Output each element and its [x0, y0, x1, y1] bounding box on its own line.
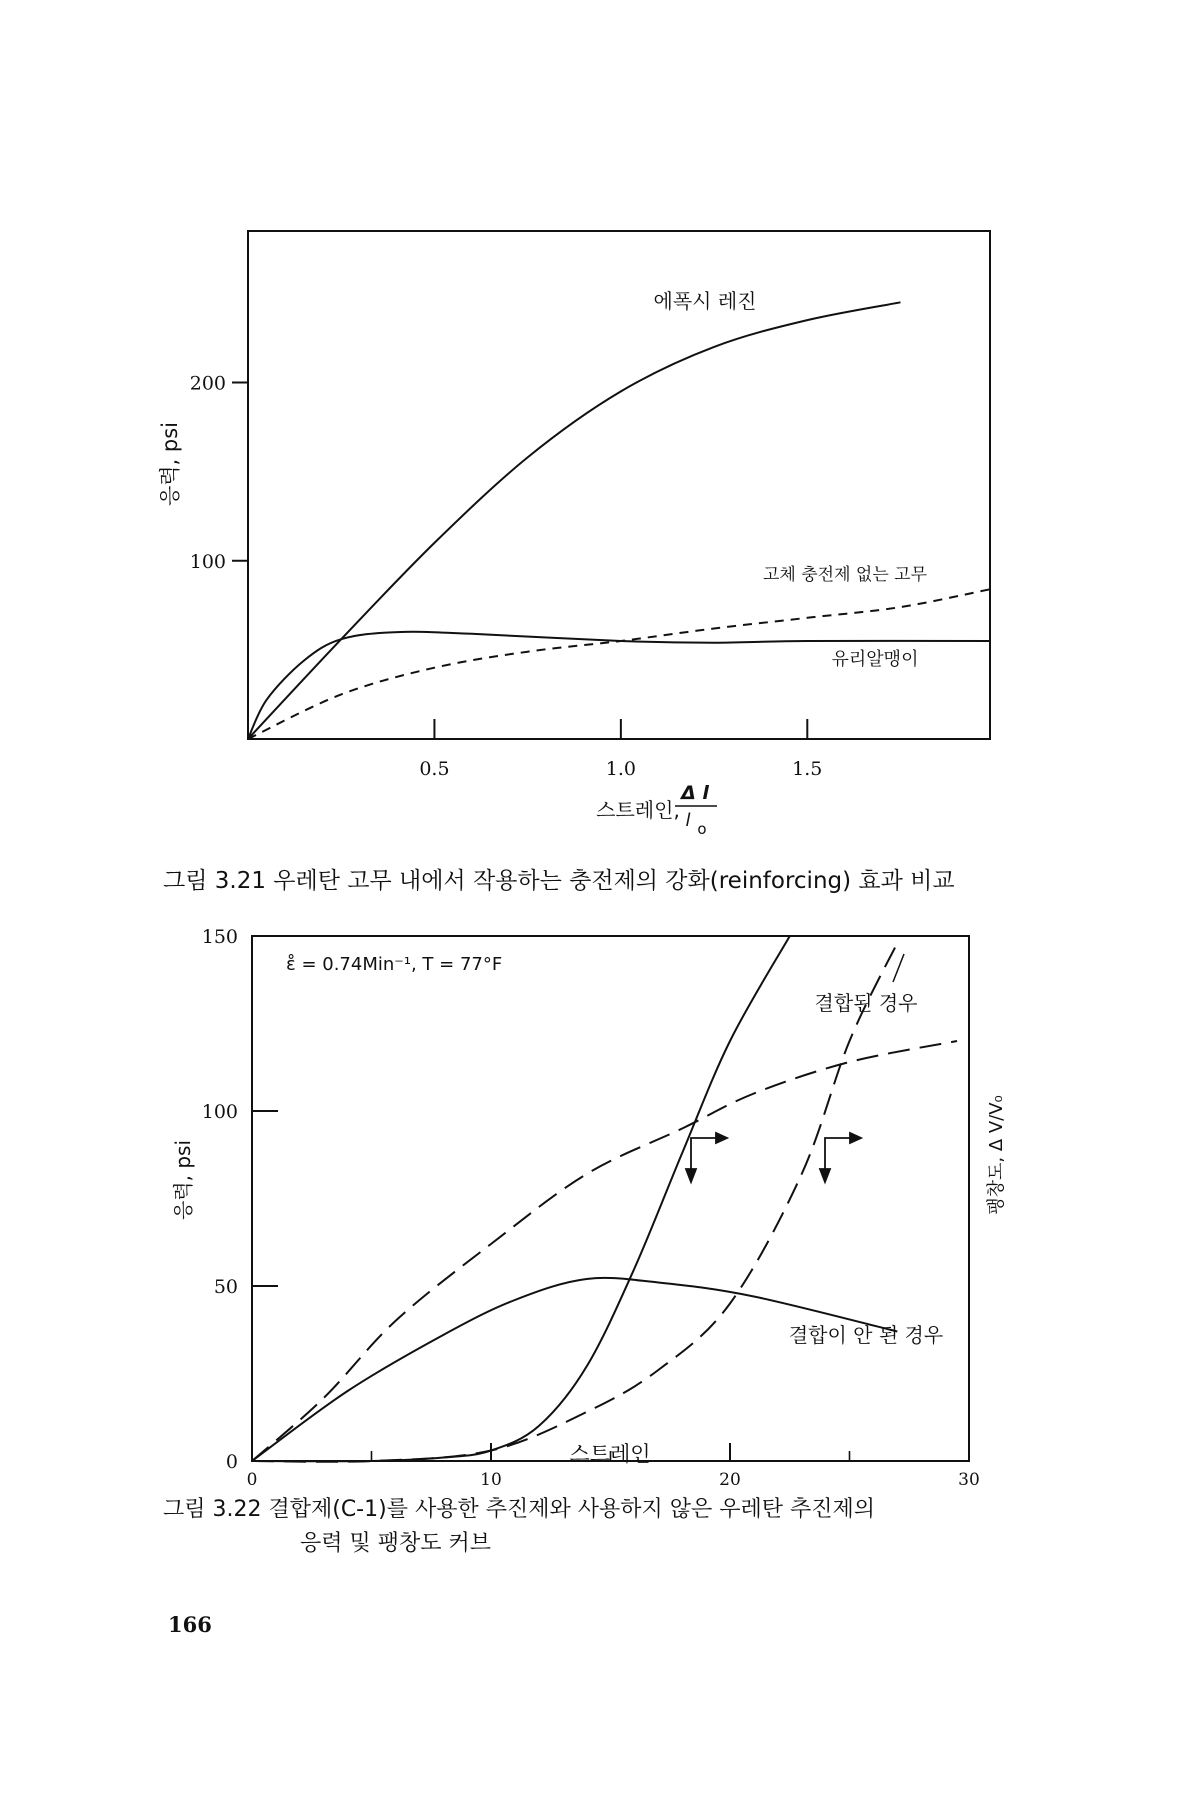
- x-axis-fraction-den-sub: o: [697, 820, 707, 838]
- series-stress-unbonded: [252, 1041, 957, 1461]
- rate-temperature-annotation: ε̊ = 0.74Min⁻¹, T = 77°F: [286, 954, 503, 975]
- series-label-epoxy: 에폭시 레진: [653, 289, 757, 313]
- x-tick-label: 1.5: [792, 758, 823, 780]
- figure-caption-3-21: 그림 3.21 우레탄 고무 내에서 작용하는 충전제의 강화(reinforcing) 효과 비교: [163, 868, 955, 894]
- series-dilatation-bonded: [252, 936, 790, 1461]
- y-tick-label: 50: [213, 1276, 238, 1298]
- x-axis-label: 스트레인: [569, 1442, 651, 1466]
- y-tick-label: 100: [189, 550, 226, 573]
- y-tick-label: 150: [201, 926, 238, 948]
- series-label-glass: 유리알맹이: [831, 649, 919, 670]
- x-axis-fraction-num: Δ l: [681, 782, 709, 804]
- label-unbonded: 결합이 안 된 경우: [788, 1323, 944, 1347]
- label-bonded-leader: [893, 954, 904, 982]
- axis-direction-arrow-right: [820, 1133, 861, 1182]
- label-bonded: 결합된 경우: [814, 991, 918, 1015]
- x-tick-label: 0: [246, 1470, 258, 1490]
- x-tick-label: 20: [719, 1470, 741, 1490]
- chart-figure-3-21: [0, 0, 1200, 838]
- figure-caption-3-22-line1: 그림 3.22 결합제(C-1)를 사용한 추진제와 사용하지 않은 우레탄 추진제의: [163, 1497, 875, 1522]
- axis-direction-arrow-left: [686, 1133, 727, 1182]
- x-tick-label: 10: [480, 1470, 502, 1490]
- x-tick-label: 0.5: [419, 758, 450, 780]
- series-label-unfilled: 고체 충전제 없는 고무: [762, 565, 928, 585]
- y-tick-label: 200: [189, 372, 226, 395]
- y-tick-label: 0: [225, 1451, 238, 1473]
- x-tick-label: 30: [958, 1470, 980, 1490]
- figure-caption-3-22-line2: 응력 및 팽창도 커브: [300, 1531, 491, 1556]
- y-axis-label-right: 팽창도, Δ V/V₀: [986, 1095, 1007, 1215]
- series-epoxy-resin: [248, 302, 901, 739]
- page-number: 166: [168, 1612, 212, 1637]
- series-stress-bonded: [252, 1278, 897, 1461]
- x-tick-label: 1.0: [605, 758, 636, 780]
- y-axis-label: 응력, psi: [158, 421, 182, 507]
- x-axis-fraction-den: l: [685, 810, 691, 831]
- x-axis-label: 스트레인,: [596, 798, 680, 822]
- chart-figure-3-22: [0, 910, 1200, 1530]
- y-tick-label: 100: [201, 1101, 238, 1123]
- series-glass-beads: [248, 632, 990, 739]
- y-axis-label: 응력, psi: [171, 1139, 195, 1221]
